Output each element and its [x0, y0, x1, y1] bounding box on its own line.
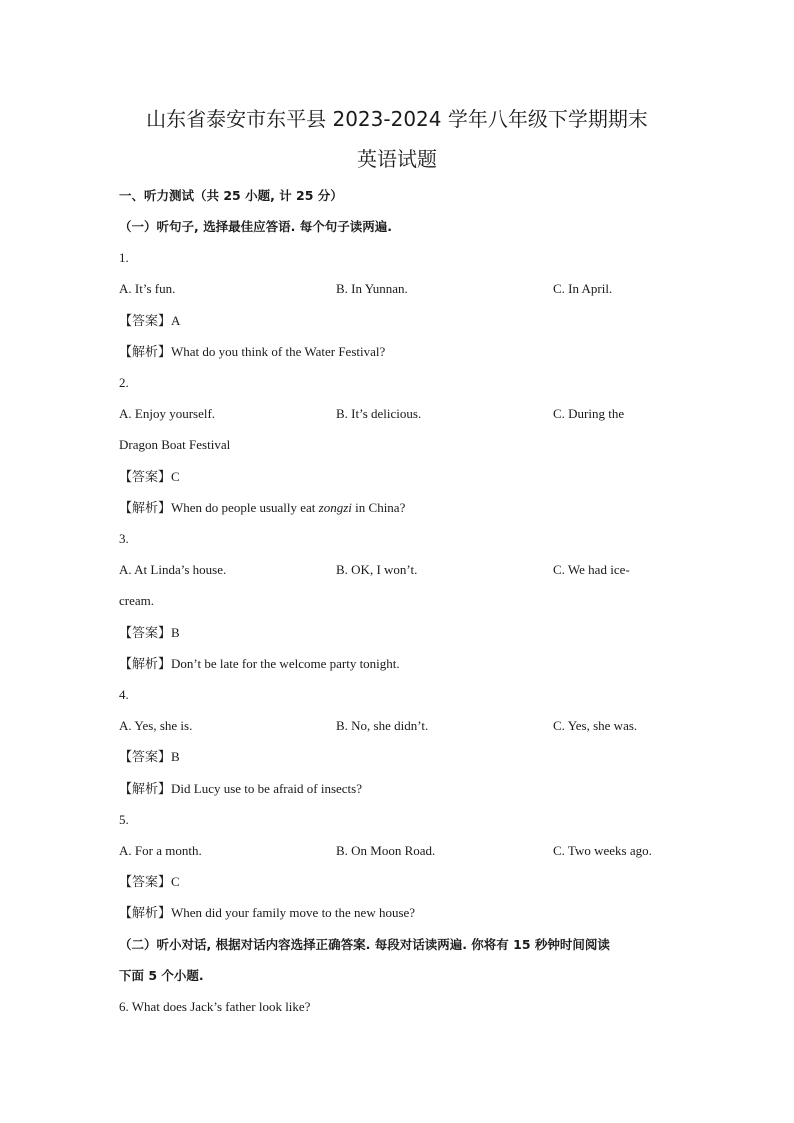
option-c-continued: Dragon Boat Festival	[119, 437, 231, 452]
answer-value: C	[171, 469, 180, 484]
answer-line	[119, 874, 180, 891]
answer-value: B	[171, 749, 180, 764]
option-c-continued: cream.	[119, 593, 155, 608]
option-a: A. Enjoy yourself.	[119, 406, 216, 421]
question-number: 5.	[119, 812, 129, 827]
analysis-text: Did Lucy use to be afraid of insects?	[171, 781, 362, 796]
option-b: B. OK, I won’t.	[336, 562, 418, 577]
answer-value: A	[171, 313, 181, 328]
option-b: B. No, she didn’t.	[336, 718, 429, 733]
question-number: 4.	[119, 687, 129, 702]
part-two-instruction-continued: 下面 5 个小题.	[119, 968, 204, 983]
answer-line	[119, 625, 180, 642]
part-two-instruction: （二）听小对话, 根据对话内容选择正确答案. 每段对话读两遍. 你将有 15 秒钟时间阅读	[119, 937, 610, 952]
analysis-label: 【解析】	[119, 782, 172, 797]
answer-label: 【答案】	[119, 470, 172, 485]
document-title: 山东省泰安市东平县 2023-2024 学年八年级下学期期末	[146, 107, 648, 131]
analysis-text-end: in China?	[351, 500, 406, 515]
analysis-line	[119, 656, 400, 673]
analysis-text: When did your family move to the new house?	[171, 905, 416, 920]
answer-line	[119, 749, 180, 766]
option-b: B. On Moon Road.	[336, 843, 436, 858]
option-c: C. During the	[553, 406, 625, 421]
answer-label: 【答案】	[119, 875, 172, 890]
option-c: C. Yes, she was.	[553, 718, 638, 733]
analysis-line	[119, 781, 362, 798]
answer-line	[119, 469, 180, 486]
option-b: B. It’s delicious.	[336, 406, 422, 421]
analysis-text: Don’t be late for the welcome party tonight.	[171, 656, 400, 671]
option-b: B. In Yunnan.	[336, 281, 408, 296]
analysis-italic: zongzi	[318, 500, 352, 515]
analysis-line	[119, 344, 385, 361]
answer-line	[119, 313, 180, 330]
analysis-line	[119, 905, 415, 922]
option-a: A. For a month.	[119, 843, 202, 858]
option-c: C. In April.	[553, 281, 613, 296]
analysis-text: What do you think of the Water Festival?	[171, 344, 386, 359]
option-a: A. It’s fun.	[119, 281, 176, 296]
part-one-instruction: （一）听句子, 选择最佳应答语. 每个句子读两遍.	[119, 219, 392, 234]
question-six: 6. What does Jack’s father look like?	[119, 999, 311, 1014]
answer-label: 【答案】	[119, 314, 172, 329]
question-number: 2.	[119, 375, 129, 390]
option-c: C. We had ice-	[553, 562, 630, 577]
section-heading: 一、听力测试（共 25 小题, 计 25 分）	[119, 188, 343, 203]
analysis-line	[119, 500, 405, 517]
analysis-text: When do people usually eat	[171, 500, 319, 515]
analysis-label: 【解析】	[119, 657, 172, 672]
answer-value: C	[171, 874, 180, 889]
analysis-label: 【解析】	[119, 345, 172, 360]
option-a: A. At Linda’s house.	[119, 562, 227, 577]
option-a: A. Yes, she is.	[119, 718, 193, 733]
answer-label: 【答案】	[119, 750, 172, 765]
question-number: 1.	[119, 250, 129, 265]
document-subtitle: 英语试题	[357, 147, 437, 171]
answer-value: B	[171, 625, 180, 640]
analysis-label: 【解析】	[119, 501, 172, 516]
option-c: C. Two weeks ago.	[553, 843, 652, 858]
answer-label: 【答案】	[119, 626, 172, 641]
analysis-label: 【解析】	[119, 906, 172, 921]
question-number: 3.	[119, 531, 129, 546]
